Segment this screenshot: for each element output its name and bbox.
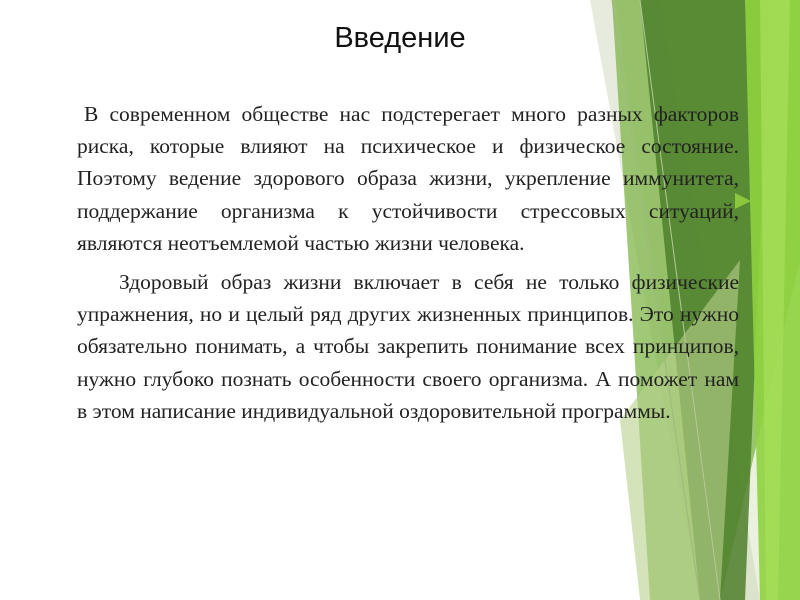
slide-body (77, 98, 739, 427)
paragraph-healthy-lifestyle: Здоровый образ жизни включает в себя не только физические упражнения, но и целый ряд других жизненных принципов. Это нужно обязательно понимать, а чтобы закрепить понимание всех принципов, нужно глубоко познать особенности своего организма. А поможет нам в этом написание индивидуальной оздоровительной программы. (77, 270, 739, 423)
slide-title: Введение (334, 22, 466, 54)
paragraph-intro: В современном обществе нас подстерегает много разных факторов риска, которые влияют на психическое и физическое состояние. Поэтому ведение здорового образа жизни, укрепление иммунитета, поддержание организма к устойчивости стрессовых ситуаций, являются неотъемлемой частью жизни человека. (77, 102, 739, 255)
